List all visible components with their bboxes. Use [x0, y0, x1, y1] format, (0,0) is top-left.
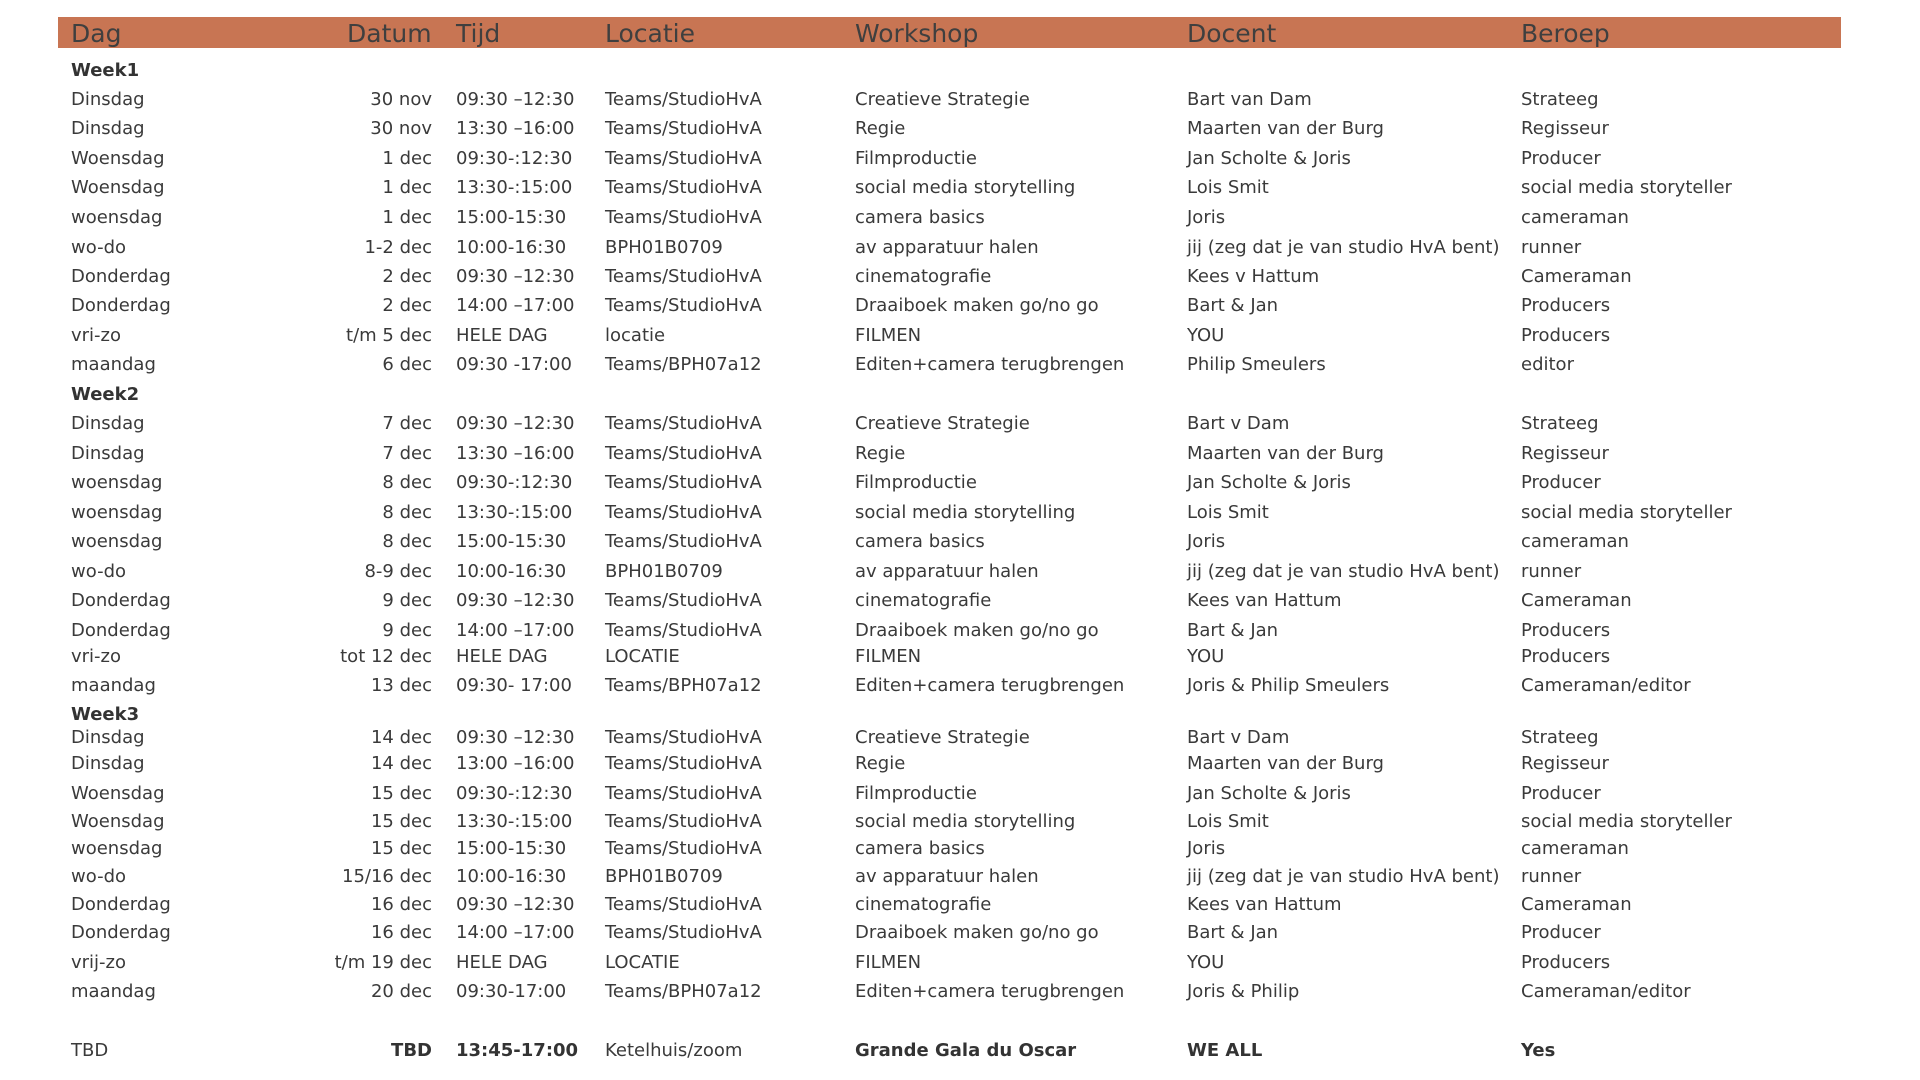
cell-dag: Dinsdag [71, 727, 145, 748]
cell-locatie: Teams/StudioHvA [605, 811, 762, 832]
cell-datum: 20 dec [370, 981, 432, 1002]
cell-dag: Dinsdag [71, 413, 145, 434]
cell-docent: Lois Smit [1187, 811, 1269, 832]
cell-locatie: Teams/StudioHvA [605, 472, 762, 493]
cell-tijd: 10:00-16:30 [456, 237, 567, 258]
cell-dag: Dinsdag [71, 753, 145, 774]
cell-tijd: 13:30 –16:00 [456, 118, 575, 139]
cell-locatie: Teams/StudioHvA [605, 590, 762, 611]
cell-dag: Donderdag [71, 922, 171, 943]
cell-docent: Lois Smit [1187, 177, 1269, 198]
cell-tijd: 14:00 –17:00 [456, 620, 575, 641]
cell-beroep: Producers [1521, 646, 1611, 667]
cell-beroep: Cameraman/editor [1521, 675, 1691, 696]
cell-dag: woensdag [71, 207, 163, 228]
cell-dag: Dinsdag [71, 118, 145, 139]
cell-datum: 15 dec [370, 783, 432, 804]
cell-docent: Joris & Philip Smeulers [1187, 675, 1390, 696]
header-locatie: Locatie [605, 19, 695, 48]
cell-dag: Donderdag [71, 590, 171, 611]
cell-datum: 14 dec [370, 727, 432, 748]
cell-beroep: runner [1521, 561, 1582, 582]
cell-dag: woensdag [71, 502, 163, 523]
cell-beroep: Strateeg [1521, 413, 1599, 434]
cell-dag: woensdag [71, 531, 163, 552]
cell-datum: t/m 19 dec [334, 952, 432, 973]
cell-tijd: 09:30 –12:30 [456, 894, 575, 915]
cell-tijd: 09:30-:12:30 [456, 783, 573, 804]
cell-datum: t/m 5 dec [346, 325, 432, 346]
cell-dag: maandag [71, 354, 156, 375]
cell-tijd: 10:00-16:30 [456, 866, 567, 887]
cell-datum: tot 12 dec [340, 646, 432, 667]
cell-workshop: av apparatuur halen [855, 866, 1039, 887]
cell-locatie: Teams/StudioHvA [605, 443, 762, 464]
cell-beroep: cameraman [1521, 838, 1629, 859]
cell-dag: vrij-zo [71, 952, 127, 973]
cell-locatie: Teams/StudioHvA [605, 502, 762, 523]
cell-docent: YOU [1187, 952, 1225, 973]
cell-workshop: Filmproductie [855, 472, 977, 493]
cell-datum: 8 dec [382, 472, 432, 493]
cell-datum: TBD [391, 1040, 432, 1061]
cell-locatie: Teams/BPH07a12 [605, 354, 762, 375]
cell-datum: 8 dec [382, 502, 432, 523]
cell-beroep: Cameraman [1521, 894, 1632, 915]
cell-workshop: camera basics [855, 838, 985, 859]
cell-docent: YOU [1187, 325, 1225, 346]
cell-tijd: 09:30- 17:00 [456, 675, 572, 696]
cell-tijd: 09:30-:12:30 [456, 148, 573, 169]
cell-datum: 14 dec [370, 753, 432, 774]
cell-dag: maandag [71, 675, 156, 696]
cell-datum: 2 dec [382, 266, 432, 287]
cell-dag: TBD [71, 1040, 109, 1061]
cell-workshop: Creatieve Strategie [855, 89, 1030, 110]
cell-beroep: Producers [1521, 952, 1611, 973]
cell-datum: 15 dec [370, 838, 432, 859]
cell-docent: Jan Scholte & Joris [1187, 472, 1351, 493]
header-datum: Datum [347, 19, 432, 48]
cell-docent: Jan Scholte & Joris [1187, 148, 1351, 169]
cell-docent: Maarten van der Burg [1187, 118, 1384, 139]
cell-datum: 7 dec [382, 443, 432, 464]
cell-dag: Donderdag [71, 295, 171, 316]
cell-tijd: 09:30-:12:30 [456, 472, 573, 493]
cell-datum: 1 dec [382, 207, 432, 228]
cell-workshop: av apparatuur halen [855, 237, 1039, 258]
cell-datum: 16 dec [370, 922, 432, 943]
cell-beroep: Producers [1521, 620, 1611, 641]
cell-locatie: Teams/StudioHvA [605, 413, 762, 434]
cell-workshop: Creatieve Strategie [855, 413, 1030, 434]
header-tijd: Tijd [456, 19, 501, 48]
cell-workshop: av apparatuur halen [855, 561, 1039, 582]
cell-docent: Jan Scholte & Joris [1187, 783, 1351, 804]
cell-dag: Donderdag [71, 266, 171, 287]
cell-locatie: Teams/StudioHvA [605, 207, 762, 228]
cell-docent: Kees v Hattum [1187, 266, 1320, 287]
cell-locatie: Teams/StudioHvA [605, 295, 762, 316]
cell-locatie: Teams/StudioHvA [605, 531, 762, 552]
cell-tijd: 10:00-16:30 [456, 561, 567, 582]
cell-dag: wo-do [71, 561, 127, 582]
cell-docent: Joris [1187, 531, 1226, 552]
cell-workshop: Editen+camera terugbrengen [855, 675, 1125, 696]
cell-workshop: social media storytelling [855, 502, 1076, 523]
cell-locatie: Teams/StudioHvA [605, 177, 762, 198]
cell-locatie: Teams/StudioHvA [605, 727, 762, 748]
cell-docent: jij (zeg dat je van studio HvA bent) [1187, 561, 1500, 582]
cell-workshop: Filmproductie [855, 783, 977, 804]
cell-dag: woensdag [71, 472, 163, 493]
cell-dag: Dinsdag [71, 443, 145, 464]
cell-locatie: Teams/StudioHvA [605, 922, 762, 943]
cell-docent: Bart van Dam [1187, 89, 1312, 110]
cell-dag: Woensdag [71, 148, 165, 169]
cell-dag: wo-do [71, 237, 127, 258]
cell-datum: 7 dec [382, 413, 432, 434]
cell-dag: wo-do [71, 866, 127, 887]
cell-workshop: Draaiboek maken go/no go [855, 922, 1099, 943]
cell-locatie: LOCATIE [605, 646, 680, 667]
cell-beroep: Producer [1521, 148, 1601, 169]
cell-tijd: 09:30 –12:30 [456, 590, 575, 611]
cell-beroep: social media storyteller [1521, 177, 1732, 198]
cell-tijd: 13:45-17:00 [456, 1040, 579, 1061]
cell-locatie: Teams/StudioHvA [605, 783, 762, 804]
cell-locatie: Teams/StudioHvA [605, 620, 762, 641]
cell-tijd: 13:30-:15:00 [456, 502, 573, 523]
cell-beroep: cameraman [1521, 531, 1629, 552]
cell-beroep: Producers [1521, 325, 1611, 346]
cell-beroep: runner [1521, 866, 1582, 887]
cell-docent: Kees van Hattum [1187, 894, 1342, 915]
cell-docent: Joris [1187, 207, 1226, 228]
cell-beroep: Regisseur [1521, 753, 1609, 774]
cell-docent: Lois Smit [1187, 502, 1269, 523]
cell-workshop: Regie [855, 753, 906, 774]
header-dag: Dag [71, 19, 122, 48]
header-workshop: Workshop [855, 19, 979, 48]
cell-locatie: Teams/StudioHvA [605, 838, 762, 859]
cell-beroep: Cameraman [1521, 590, 1632, 611]
cell-datum: 30 nov [370, 118, 432, 139]
cell-docent: Bart v Dam [1187, 413, 1290, 434]
cell-workshop: Creatieve Strategie [855, 727, 1030, 748]
cell-locatie: Teams/StudioHvA [605, 89, 762, 110]
cell-docent: Bart & Jan [1187, 620, 1279, 641]
cell-datum: 16 dec [370, 894, 432, 915]
cell-beroep: editor [1521, 354, 1574, 375]
cell-workshop: cinematografie [855, 266, 992, 287]
cell-workshop: Grande Gala du Oscar [855, 1040, 1077, 1061]
cell-tijd: 09:30 –12:30 [456, 727, 575, 748]
cell-docent: Maarten van der Burg [1187, 753, 1384, 774]
cell-datum: 9 dec [382, 590, 432, 611]
cell-docent: YOU [1187, 646, 1225, 667]
cell-docent: Bart v Dam [1187, 727, 1290, 748]
cell-workshop: Filmproductie [855, 148, 977, 169]
cell-locatie: Teams/StudioHvA [605, 266, 762, 287]
cell-beroep: Producer [1521, 783, 1601, 804]
cell-dag: Donderdag [71, 894, 171, 915]
cell-docent: Bart & Jan [1187, 295, 1279, 316]
cell-tijd: 15:00-15:30 [456, 531, 567, 552]
cell-locatie: Teams/BPH07a12 [605, 675, 762, 696]
cell-beroep: Regisseur [1521, 443, 1609, 464]
cell-docent: Joris & Philip [1187, 981, 1300, 1002]
header-docent: Docent [1187, 19, 1277, 48]
cell-beroep: Producers [1521, 295, 1611, 316]
cell-workshop: FILMEN [855, 325, 922, 346]
cell-tijd: HELE DAG [456, 646, 548, 667]
cell-docent: Philip Smeulers [1187, 354, 1326, 375]
cell-datum: 2 dec [382, 295, 432, 316]
cell-datum: 9 dec [382, 620, 432, 641]
cell-tijd: 09:30 -17:00 [456, 354, 572, 375]
cell-locatie: Teams/StudioHvA [605, 894, 762, 915]
cell-beroep: Cameraman/editor [1521, 981, 1691, 1002]
cell-beroep: runner [1521, 237, 1582, 258]
cell-docent: WE ALL [1187, 1040, 1263, 1061]
cell-dag: woensdag [71, 838, 163, 859]
cell-workshop: cinematografie [855, 590, 992, 611]
cell-docent: Bart & Jan [1187, 922, 1279, 943]
cell-locatie: BPH01B0709 [605, 866, 723, 887]
cell-workshop: FILMEN [855, 646, 922, 667]
cell-dag: vri-zo [71, 325, 122, 346]
cell-tijd: 13:30 –16:00 [456, 443, 575, 464]
cell-workshop: Regie [855, 118, 906, 139]
cell-datum: 15/16 dec [342, 866, 432, 887]
cell-datum: 8-9 dec [364, 561, 432, 582]
cell-dag: Woensdag [71, 177, 165, 198]
cell-tijd: 13:30-:15:00 [456, 811, 573, 832]
cell-beroep: Producer [1521, 922, 1601, 943]
cell-workshop: Regie [855, 443, 906, 464]
week-label: Week2 [71, 384, 140, 405]
cell-dag: vri-zo [71, 646, 122, 667]
cell-locatie: Teams/StudioHvA [605, 148, 762, 169]
cell-workshop: cinematografie [855, 894, 992, 915]
cell-datum: 1 dec [382, 177, 432, 198]
cell-locatie: BPH01B0709 [605, 237, 723, 258]
cell-datum: 15 dec [370, 811, 432, 832]
cell-workshop: Draaiboek maken go/no go [855, 295, 1099, 316]
cell-datum: 1-2 dec [364, 237, 432, 258]
cell-workshop: Draaiboek maken go/no go [855, 620, 1099, 641]
cell-docent: jij (zeg dat je van studio HvA bent) [1187, 237, 1500, 258]
cell-beroep: Strateeg [1521, 89, 1599, 110]
cell-dag: Donderdag [71, 620, 171, 641]
cell-datum: 1 dec [382, 148, 432, 169]
cell-locatie: Teams/StudioHvA [605, 118, 762, 139]
cell-dag: Woensdag [71, 783, 165, 804]
cell-docent: jij (zeg dat je van studio HvA bent) [1187, 866, 1500, 887]
cell-tijd: 13:30-:15:00 [456, 177, 573, 198]
cell-workshop: camera basics [855, 207, 985, 228]
cell-tijd: HELE DAG [456, 325, 548, 346]
cell-beroep: social media storyteller [1521, 502, 1732, 523]
cell-beroep: Regisseur [1521, 118, 1609, 139]
cell-datum: 30 nov [370, 89, 432, 110]
cell-tijd: 09:30 –12:30 [456, 89, 575, 110]
week-label: Week3 [71, 704, 140, 725]
cell-locatie: Teams/BPH07a12 [605, 981, 762, 1002]
cell-workshop: camera basics [855, 531, 985, 552]
cell-beroep: social media storyteller [1521, 811, 1732, 832]
cell-locatie: Teams/StudioHvA [605, 753, 762, 774]
cell-workshop: social media storytelling [855, 177, 1076, 198]
cell-beroep: Yes [1521, 1040, 1556, 1061]
cell-datum: 6 dec [382, 354, 432, 375]
cell-beroep: Producer [1521, 472, 1601, 493]
cell-beroep: Strateeg [1521, 727, 1599, 748]
cell-workshop: FILMEN [855, 952, 922, 973]
cell-tijd: 09:30 –12:30 [456, 413, 575, 434]
cell-tijd: 15:00-15:30 [456, 838, 567, 859]
cell-tijd: 09:30 –12:30 [456, 266, 575, 287]
cell-docent: Joris [1187, 838, 1226, 859]
cell-docent: Kees van Hattum [1187, 590, 1342, 611]
cell-tijd: HELE DAG [456, 952, 548, 973]
cell-workshop: Editen+camera terugbrengen [855, 981, 1125, 1002]
cell-locatie: locatie [605, 325, 666, 346]
cell-datum: 13 dec [370, 675, 432, 696]
header-beroep: Beroep [1521, 19, 1610, 48]
cell-tijd: 13:00 –16:00 [456, 753, 575, 774]
cell-beroep: Cameraman [1521, 266, 1632, 287]
cell-docent: Maarten van der Burg [1187, 443, 1384, 464]
cell-dag: Dinsdag [71, 89, 145, 110]
week-label: Week1 [71, 60, 140, 81]
cell-locatie: BPH01B0709 [605, 561, 723, 582]
cell-workshop: Editen+camera terugbrengen [855, 354, 1125, 375]
cell-tijd: 14:00 –17:00 [456, 295, 575, 316]
cell-tijd: 09:30-17:00 [456, 981, 567, 1002]
cell-locatie: LOCATIE [605, 952, 680, 973]
cell-datum: 8 dec [382, 531, 432, 552]
cell-workshop: social media storytelling [855, 811, 1076, 832]
cell-tijd: 14:00 –17:00 [456, 922, 575, 943]
cell-dag: maandag [71, 981, 156, 1002]
cell-beroep: cameraman [1521, 207, 1629, 228]
cell-locatie: Ketelhuis/zoom [605, 1040, 743, 1061]
cell-dag: Woensdag [71, 811, 165, 832]
cell-tijd: 15:00-15:30 [456, 207, 567, 228]
